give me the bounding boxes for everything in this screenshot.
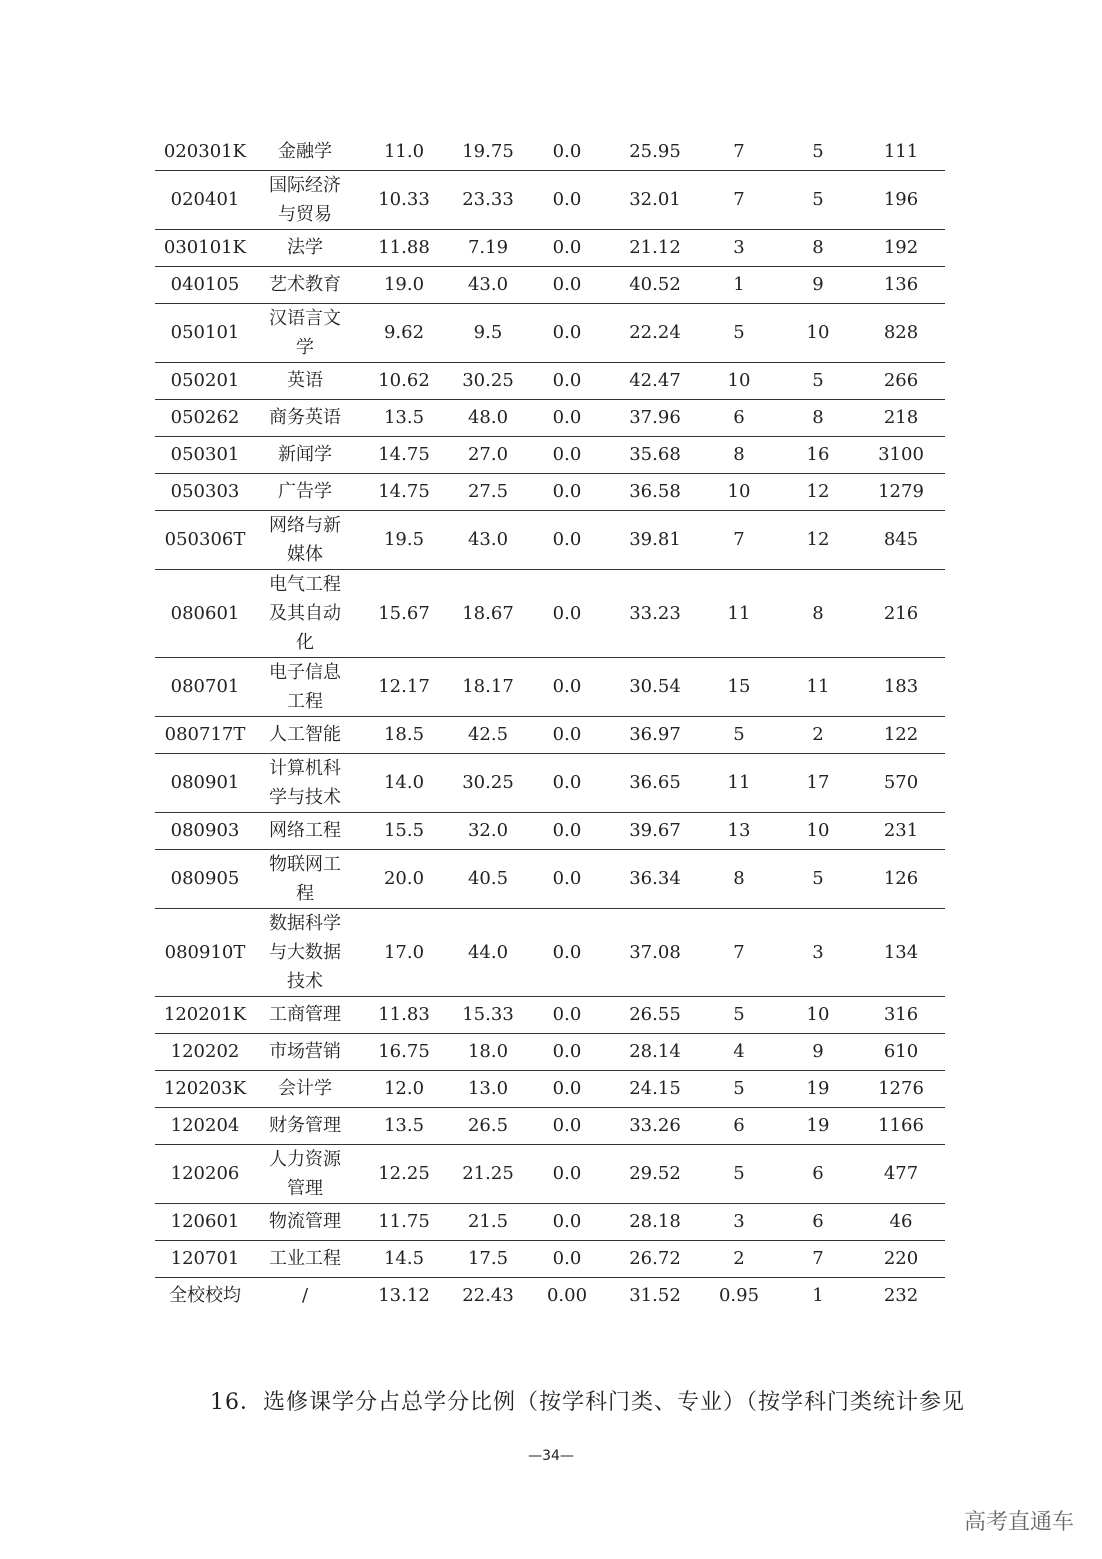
table-row <box>155 908 945 996</box>
table-cell: 21.5 <box>453 1203 523 1240</box>
table-cell: 13 <box>699 812 779 849</box>
table-cell: 电气工程 及其自动 化 <box>255 569 355 657</box>
table-cell: 30.25 <box>453 362 523 399</box>
table-cell: 数据科学 与大数据 技术 <box>255 908 355 996</box>
table-cell: 0.0 <box>523 849 611 908</box>
table-row <box>155 1070 945 1107</box>
table-cell: 3 <box>699 229 779 266</box>
table-cell: 7.19 <box>453 229 523 266</box>
table-cell: 610 <box>857 1033 945 1070</box>
table-cell: 12.17 <box>355 657 453 716</box>
table-cell: 3 <box>779 908 857 996</box>
table-cell: 080601 <box>155 569 255 657</box>
table-cell: 17.5 <box>453 1240 523 1277</box>
table-cell: 44.0 <box>453 908 523 996</box>
table-row <box>155 510 945 569</box>
table-row <box>155 716 945 753</box>
table-cell: 11.0 <box>355 133 453 170</box>
table-cell: 020301K <box>155 133 255 170</box>
table-cell: 15 <box>699 657 779 716</box>
table-cell: 计算机科 学与技术 <box>255 753 355 812</box>
table-cell: 316 <box>857 996 945 1033</box>
table-cell: 7 <box>699 908 779 996</box>
table-cell: 0.0 <box>523 229 611 266</box>
table-cell: 10 <box>779 812 857 849</box>
table-cell: 6 <box>699 1107 779 1144</box>
table-cell: 0.0 <box>523 362 611 399</box>
table-cell: 080910T <box>155 908 255 996</box>
table-cell: 国际经济 与贸易 <box>255 170 355 229</box>
table-cell: 080905 <box>155 849 255 908</box>
table-cell: 3 <box>699 1203 779 1240</box>
table-cell: 220 <box>857 1240 945 1277</box>
table-cell: 0.0 <box>523 569 611 657</box>
table-cell: 金融学 <box>255 133 355 170</box>
table-cell: 1166 <box>857 1107 945 1144</box>
table-cell: 120202 <box>155 1033 255 1070</box>
table-row <box>155 1033 945 1070</box>
table-cell: 财务管理 <box>255 1107 355 1144</box>
table-cell: 物联网工 程 <box>255 849 355 908</box>
table-cell: 37.96 <box>611 399 699 436</box>
table-cell: 136 <box>857 266 945 303</box>
table-cell: 4 <box>699 1033 779 1070</box>
table-cell: 广告学 <box>255 473 355 510</box>
table-cell: 0.00 <box>546 1285 588 1307</box>
table-row <box>155 1144 945 1203</box>
table-cell: 120206 <box>155 1144 255 1203</box>
table-cell: 050306T <box>155 510 255 569</box>
table-cell: 19.0 <box>355 266 453 303</box>
table-cell: 8 <box>699 436 779 473</box>
table-cell: 15.33 <box>453 996 523 1033</box>
table-cell: 网络工程 <box>255 812 355 849</box>
table-cell: 36.58 <box>611 473 699 510</box>
table-cell: 080717T <box>155 716 255 753</box>
course-table-body <box>155 133 945 1314</box>
table-cell: 192 <box>857 229 945 266</box>
table-cell: 5 <box>699 996 779 1033</box>
table-cell: 0.0 <box>523 812 611 849</box>
table-cell: 120201K <box>155 996 255 1033</box>
table-cell: 人工智能 <box>255 716 355 753</box>
table-cell: 22.24 <box>611 303 699 362</box>
table-cell: 050301 <box>155 436 255 473</box>
table-cell: 11.88 <box>355 229 453 266</box>
table-cell: 5 <box>699 1070 779 1107</box>
table-row <box>155 1240 945 1277</box>
table-cell: 新闻学 <box>255 436 355 473</box>
table-cell: 11 <box>699 569 779 657</box>
table-cell: 11.75 <box>355 1203 453 1240</box>
table-cell: 48.0 <box>453 399 523 436</box>
table-cell: 网络与新 媒体 <box>255 510 355 569</box>
table-row <box>155 399 945 436</box>
table-cell: 0.0 <box>523 753 611 812</box>
table-cell: 27.5 <box>453 473 523 510</box>
table-row <box>155 266 945 303</box>
table-cell: 231 <box>857 812 945 849</box>
table-cell: 35.68 <box>611 436 699 473</box>
table-cell: 42.47 <box>611 362 699 399</box>
table-cell: 8 <box>779 399 857 436</box>
table-cell: 050262 <box>155 399 255 436</box>
table-cell: 134 <box>857 908 945 996</box>
table-cell: 5 <box>779 133 857 170</box>
table-cell: 43.0 <box>453 266 523 303</box>
table-cell: 汉语言文 学 <box>255 303 355 362</box>
table-cell: 1279 <box>857 473 945 510</box>
table-cell: 3100 <box>857 436 945 473</box>
table-cell: 5 <box>699 716 779 753</box>
table-cell: 080901 <box>155 753 255 812</box>
table-cell: 120701 <box>155 1240 255 1277</box>
table-cell: 0.0 <box>523 1240 611 1277</box>
table-cell: 人力资源 管理 <box>255 1144 355 1203</box>
table-cell: 18.5 <box>355 716 453 753</box>
table-cell: 32.01 <box>611 170 699 229</box>
table-cell: 0.0 <box>523 657 611 716</box>
table-cell: 10 <box>699 362 779 399</box>
table-cell: 0.0 <box>523 399 611 436</box>
table-cell: 会计学 <box>255 1070 355 1107</box>
table-cell: 5 <box>779 170 857 229</box>
table-cell: 266 <box>857 362 945 399</box>
table-cell: 6 <box>699 399 779 436</box>
table-cell: 9 <box>779 266 857 303</box>
table-cell: 218 <box>857 399 945 436</box>
table-cell: 0.0 <box>523 266 611 303</box>
table-cell: 120204 <box>155 1107 255 1144</box>
table-cell: 43.0 <box>453 510 523 569</box>
table-row <box>155 436 945 473</box>
table-cell: 11 <box>699 753 779 812</box>
table-row <box>155 569 945 657</box>
table-cell: 市场营销 <box>255 1033 355 1070</box>
table-row <box>155 753 945 812</box>
table-cell: 39.81 <box>611 510 699 569</box>
table-row <box>155 812 945 849</box>
table-cell: 10 <box>779 996 857 1033</box>
table-cell: 法学 <box>255 229 355 266</box>
table-cell: 16 <box>779 436 857 473</box>
table-cell: 英语 <box>255 362 355 399</box>
table-row <box>155 303 945 362</box>
table-cell: 19.75 <box>453 133 523 170</box>
table-cell: 8 <box>779 229 857 266</box>
course-table <box>155 133 945 1314</box>
table-cell: 17.0 <box>355 908 453 996</box>
table-cell: 10 <box>699 473 779 510</box>
table-cell: 0.0 <box>523 716 611 753</box>
table-cell: 33.23 <box>611 569 699 657</box>
table-cell: 11.83 <box>355 996 453 1033</box>
table-cell: 14.75 <box>355 473 453 510</box>
table-cell: 1276 <box>857 1070 945 1107</box>
table-cell: 1 <box>812 1285 824 1307</box>
table-cell: 21.25 <box>453 1144 523 1203</box>
table-cell: 0.0 <box>523 1070 611 1107</box>
table-cell: 7 <box>699 170 779 229</box>
table-cell: 0.95 <box>718 1285 760 1307</box>
table-cell: 111 <box>857 133 945 170</box>
table-cell: 19.5 <box>355 510 453 569</box>
table-cell: 828 <box>857 303 945 362</box>
table-cell: 13.5 <box>355 399 453 436</box>
table-cell: 40.52 <box>611 266 699 303</box>
table-cell: 845 <box>857 510 945 569</box>
table-cell: 232 <box>883 1285 919 1307</box>
table-cell: 40.5 <box>453 849 523 908</box>
table-cell: 7 <box>699 510 779 569</box>
table-cell: 42.5 <box>453 716 523 753</box>
table-row <box>155 996 945 1033</box>
table-cell: 15.5 <box>355 812 453 849</box>
table-cell: 2 <box>699 1240 779 1277</box>
table-cell: 050201 <box>155 362 255 399</box>
table-row <box>155 1107 945 1144</box>
table-cell: 20.0 <box>355 849 453 908</box>
table-cell: 13.5 <box>355 1107 453 1144</box>
table-cell: 020401 <box>155 170 255 229</box>
table-cell: 商务英语 <box>255 399 355 436</box>
table-cell: 33.26 <box>611 1107 699 1144</box>
table-cell: 9.5 <box>453 303 523 362</box>
table-cell: 14.0 <box>355 753 453 812</box>
table-row <box>155 133 945 170</box>
table-cell: 12 <box>779 473 857 510</box>
table-cell: 16.75 <box>355 1033 453 1070</box>
table-cell: 10.62 <box>355 362 453 399</box>
table-cell: 18.17 <box>453 657 523 716</box>
table-cell: 12 <box>779 510 857 569</box>
table-cell: 工业工程 <box>255 1240 355 1277</box>
table-cell: 0.0 <box>523 1033 611 1070</box>
table-cell: 122 <box>857 716 945 753</box>
table-cell: 14.75 <box>355 436 453 473</box>
page-number: —34— <box>528 1448 574 1464</box>
table-cell: 电子信息 工程 <box>255 657 355 716</box>
table-cell: 1 <box>699 266 779 303</box>
table-cell: 2 <box>779 716 857 753</box>
watermark: 高考直通车 <box>963 1510 1074 1535</box>
table-cell: 10 <box>779 303 857 362</box>
table-cell: 6 <box>779 1203 857 1240</box>
table-cell: 39.67 <box>611 812 699 849</box>
table-cell: 7 <box>779 1240 857 1277</box>
table-cell: 36.97 <box>611 716 699 753</box>
table-row <box>155 229 945 266</box>
table-cell: 21.12 <box>611 229 699 266</box>
table-cell: 30.54 <box>611 657 699 716</box>
table-cell: 32.0 <box>453 812 523 849</box>
table-cell: 0.0 <box>523 1144 611 1203</box>
table-cell: 艺术教育 <box>255 266 355 303</box>
table-cell: 23.33 <box>453 170 523 229</box>
table-cell: 26.72 <box>611 1240 699 1277</box>
table-cell: 126 <box>857 849 945 908</box>
table-cell: 0.0 <box>523 510 611 569</box>
table-cell: 18.0 <box>453 1033 523 1070</box>
table-cell: 29.52 <box>611 1144 699 1203</box>
table-cell: 080701 <box>155 657 255 716</box>
table-row <box>155 362 945 399</box>
table-cell: 30.25 <box>453 753 523 812</box>
table-cell: 9 <box>779 1033 857 1070</box>
table-cell: 5 <box>699 303 779 362</box>
table-cell: 477 <box>857 1144 945 1203</box>
table-cell: 13.12 <box>378 1285 430 1307</box>
table-cell: / <box>301 1285 309 1307</box>
table-cell: 12.0 <box>355 1070 453 1107</box>
table-cell: 13.0 <box>453 1070 523 1107</box>
table-cell: 9.62 <box>355 303 453 362</box>
table-cell: 37.08 <box>611 908 699 996</box>
table-row <box>155 1203 945 1240</box>
table-cell: 0.0 <box>523 996 611 1033</box>
table-row <box>155 657 945 716</box>
table-row <box>155 849 945 908</box>
table-cell: 183 <box>857 657 945 716</box>
table-cell: 22.43 <box>462 1285 514 1307</box>
table-cell: 050303 <box>155 473 255 510</box>
table-cell: 030101K <box>155 229 255 266</box>
table-cell: 物流管理 <box>255 1203 355 1240</box>
table-cell: 19 <box>779 1107 857 1144</box>
table-cell: 26.5 <box>453 1107 523 1144</box>
table-cell: 25.95 <box>611 133 699 170</box>
table-cell: 28.18 <box>611 1203 699 1240</box>
table-cell: 10.33 <box>355 170 453 229</box>
table-cell: 0.0 <box>523 170 611 229</box>
table-cell: 26.55 <box>611 996 699 1033</box>
table-cell: 8 <box>699 849 779 908</box>
table-cell: 8 <box>779 569 857 657</box>
table-cell: 216 <box>857 569 945 657</box>
table-cell: 12.25 <box>355 1144 453 1203</box>
table-cell: 27.0 <box>453 436 523 473</box>
table-cell: 5 <box>699 1144 779 1203</box>
table-cell: 0.0 <box>523 133 611 170</box>
table-cell: 36.65 <box>611 753 699 812</box>
table-cell: 5 <box>779 849 857 908</box>
table-cell: 0.0 <box>523 303 611 362</box>
table-cell: 040105 <box>155 266 255 303</box>
table-row <box>155 473 945 510</box>
table-cell: 11 <box>779 657 857 716</box>
table-cell: 14.5 <box>355 1240 453 1277</box>
table-row <box>155 170 945 229</box>
table-cell: 46 <box>857 1203 945 1240</box>
table-cell: 18.67 <box>453 569 523 657</box>
table-cell: 5 <box>779 362 857 399</box>
table-cell: 15.67 <box>355 569 453 657</box>
table-cell: 19 <box>779 1070 857 1107</box>
table-cell: 570 <box>857 753 945 812</box>
table-cell: 120203K <box>155 1070 255 1107</box>
table-cell: 050101 <box>155 303 255 362</box>
table-cell: 6 <box>779 1144 857 1203</box>
table-cell: 0.0 <box>523 1203 611 1240</box>
table-cell: 7 <box>699 133 779 170</box>
section-paragraph: 16．选修课学分占总学分比例（按学科门类、专业）（按学科门类统计参见 <box>210 1390 965 1415</box>
table-cell: 28.14 <box>611 1033 699 1070</box>
table-cell: 工商管理 <box>255 996 355 1033</box>
table-row <box>155 1277 945 1314</box>
table-cell: 080903 <box>155 812 255 849</box>
table-cell: 0.0 <box>523 908 611 996</box>
table-cell: 17 <box>779 753 857 812</box>
table-cell: 0.0 <box>523 1107 611 1144</box>
table-cell: 0.0 <box>523 436 611 473</box>
table-cell: 24.15 <box>611 1070 699 1107</box>
table-cell: 36.34 <box>611 849 699 908</box>
table-cell: 全校校均 <box>169 1285 241 1307</box>
table-cell: 0.0 <box>523 473 611 510</box>
table-cell: 31.52 <box>629 1285 681 1307</box>
table-cell: 120601 <box>155 1203 255 1240</box>
table-cell: 196 <box>857 170 945 229</box>
